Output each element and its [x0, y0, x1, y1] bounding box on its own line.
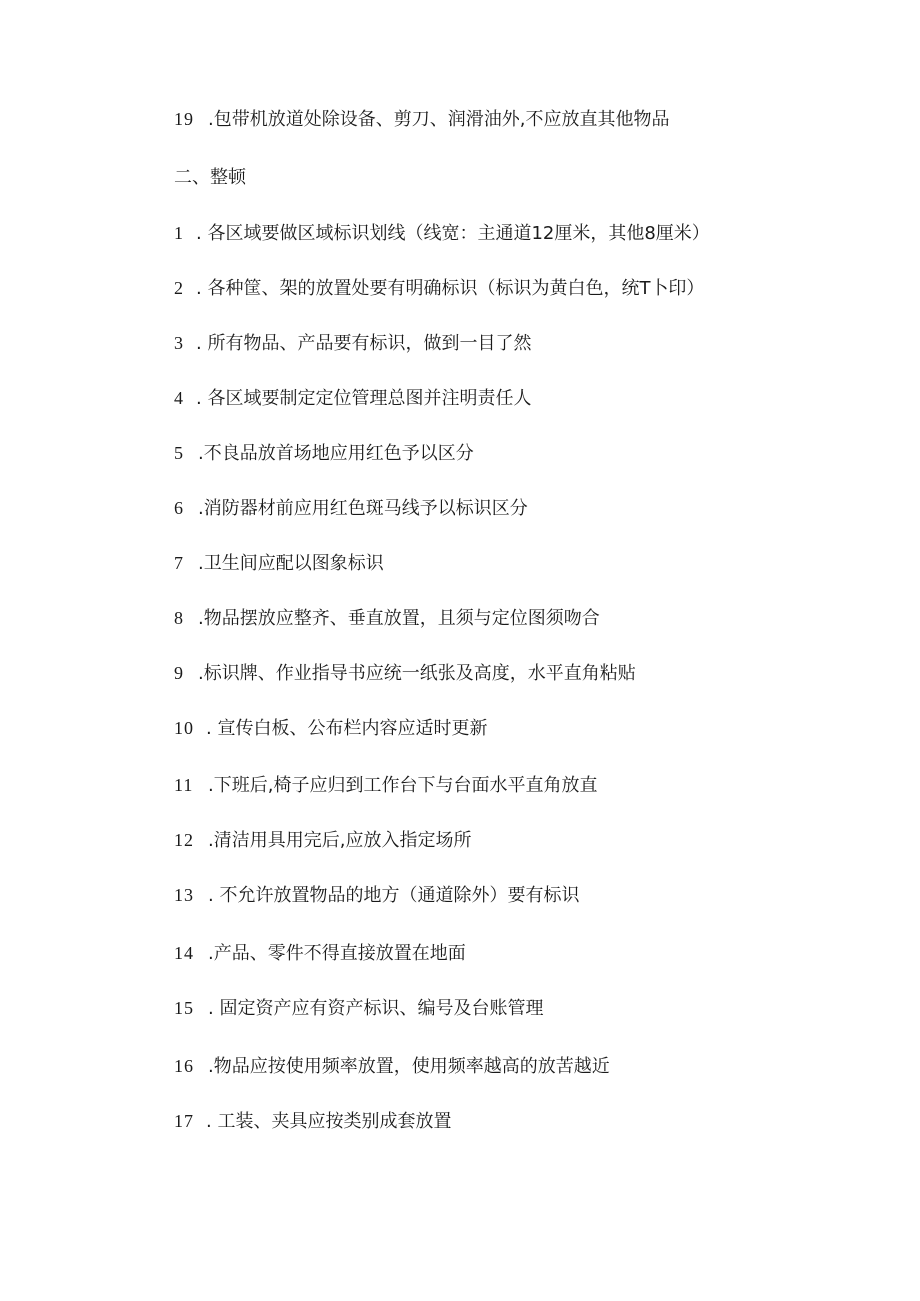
- list-item: [174, 883, 579, 907]
- list-item: [174, 441, 474, 465]
- list-item: [174, 1109, 451, 1133]
- item-number: 1: [174, 223, 184, 243]
- item-text: .标识牌、作业指导书应统一纸张及高度，水平直角粘贴: [198, 663, 636, 684]
- item-number: 7: [174, 553, 184, 573]
- item-text: . 各区域要做区域标识划线（线宽：主通道12厘米，其他8厘米）: [196, 223, 710, 244]
- item-number: 19: [174, 109, 194, 129]
- item-number: 10: [174, 718, 194, 738]
- item-text: .包带机放道处除设备、剪刀、润滑油外,不应放直其他物品: [208, 109, 670, 130]
- item-text: . 各种筐、架的放置处要有明确标识（标识为黄白色，统T卜印）: [196, 278, 705, 299]
- item-text: . 所有物品、产品要有标识，做到一目了然: [196, 333, 532, 354]
- item-text: .消防器材前应用红色斑马线予以标识区分: [198, 498, 528, 519]
- list-item: [174, 386, 531, 410]
- item-text: .不良品放首场地应用红色予以区分: [198, 443, 474, 464]
- item-number: 9: [174, 663, 184, 683]
- list-item: [174, 551, 384, 575]
- item-text: .清洁用具用完后,应放入指定场所: [208, 830, 472, 851]
- item-number: 17: [174, 1111, 194, 1131]
- item-text: . 宣传白板、公布栏内容应适时更新: [206, 718, 488, 739]
- item-number: 3: [174, 333, 184, 353]
- list-item: [174, 941, 466, 965]
- item-number: 8: [174, 608, 184, 628]
- item-text: . 不允许放置物品的地方（通道除外）要有标识: [208, 885, 580, 906]
- item-number: 4: [174, 388, 184, 408]
- list-item: [174, 773, 597, 797]
- item-text: . 各区域要制定定位管理总图并注明责任人: [196, 388, 532, 409]
- list-item: [174, 661, 636, 685]
- list-item: [174, 606, 600, 630]
- list-item: [174, 1054, 610, 1078]
- list-item: [174, 828, 471, 852]
- item-text: .产品、零件不得直接放置在地面: [208, 943, 466, 964]
- list-item: [174, 996, 543, 1020]
- item-number: 12: [174, 830, 194, 850]
- item-number: 16: [174, 1056, 194, 1076]
- item-number: 11: [174, 775, 194, 795]
- item-number: 13: [174, 885, 194, 905]
- list-item: [174, 716, 487, 740]
- item-text: .物品摆放应整齐、垂直放置，且须与定位图须吻合: [198, 608, 600, 629]
- list-item: [174, 276, 704, 300]
- item-number: 14: [174, 943, 194, 963]
- section-heading: 二、整顿: [174, 167, 246, 188]
- item-text: . 固定资产应有资产标识、编号及台账管理: [208, 998, 544, 1019]
- item-text: .卫生间应配以图象标识: [198, 553, 384, 574]
- item-number: 5: [174, 443, 184, 463]
- list-item: [174, 496, 528, 520]
- item-number: 6: [174, 498, 184, 518]
- item-text: .下班后,椅子应归到工作台下与台面水平直角放直: [208, 775, 598, 796]
- item-text: .物品应按使用频率放置，使用频率越高的放苦越近: [208, 1056, 610, 1077]
- item-number: 2: [174, 278, 184, 298]
- item-number: 15: [174, 998, 194, 1018]
- item-text: . 工装、夹具应按类别成套放置: [206, 1111, 452, 1132]
- list-item: [174, 221, 710, 245]
- list-item-19: [174, 107, 669, 131]
- list-item: [174, 331, 531, 355]
